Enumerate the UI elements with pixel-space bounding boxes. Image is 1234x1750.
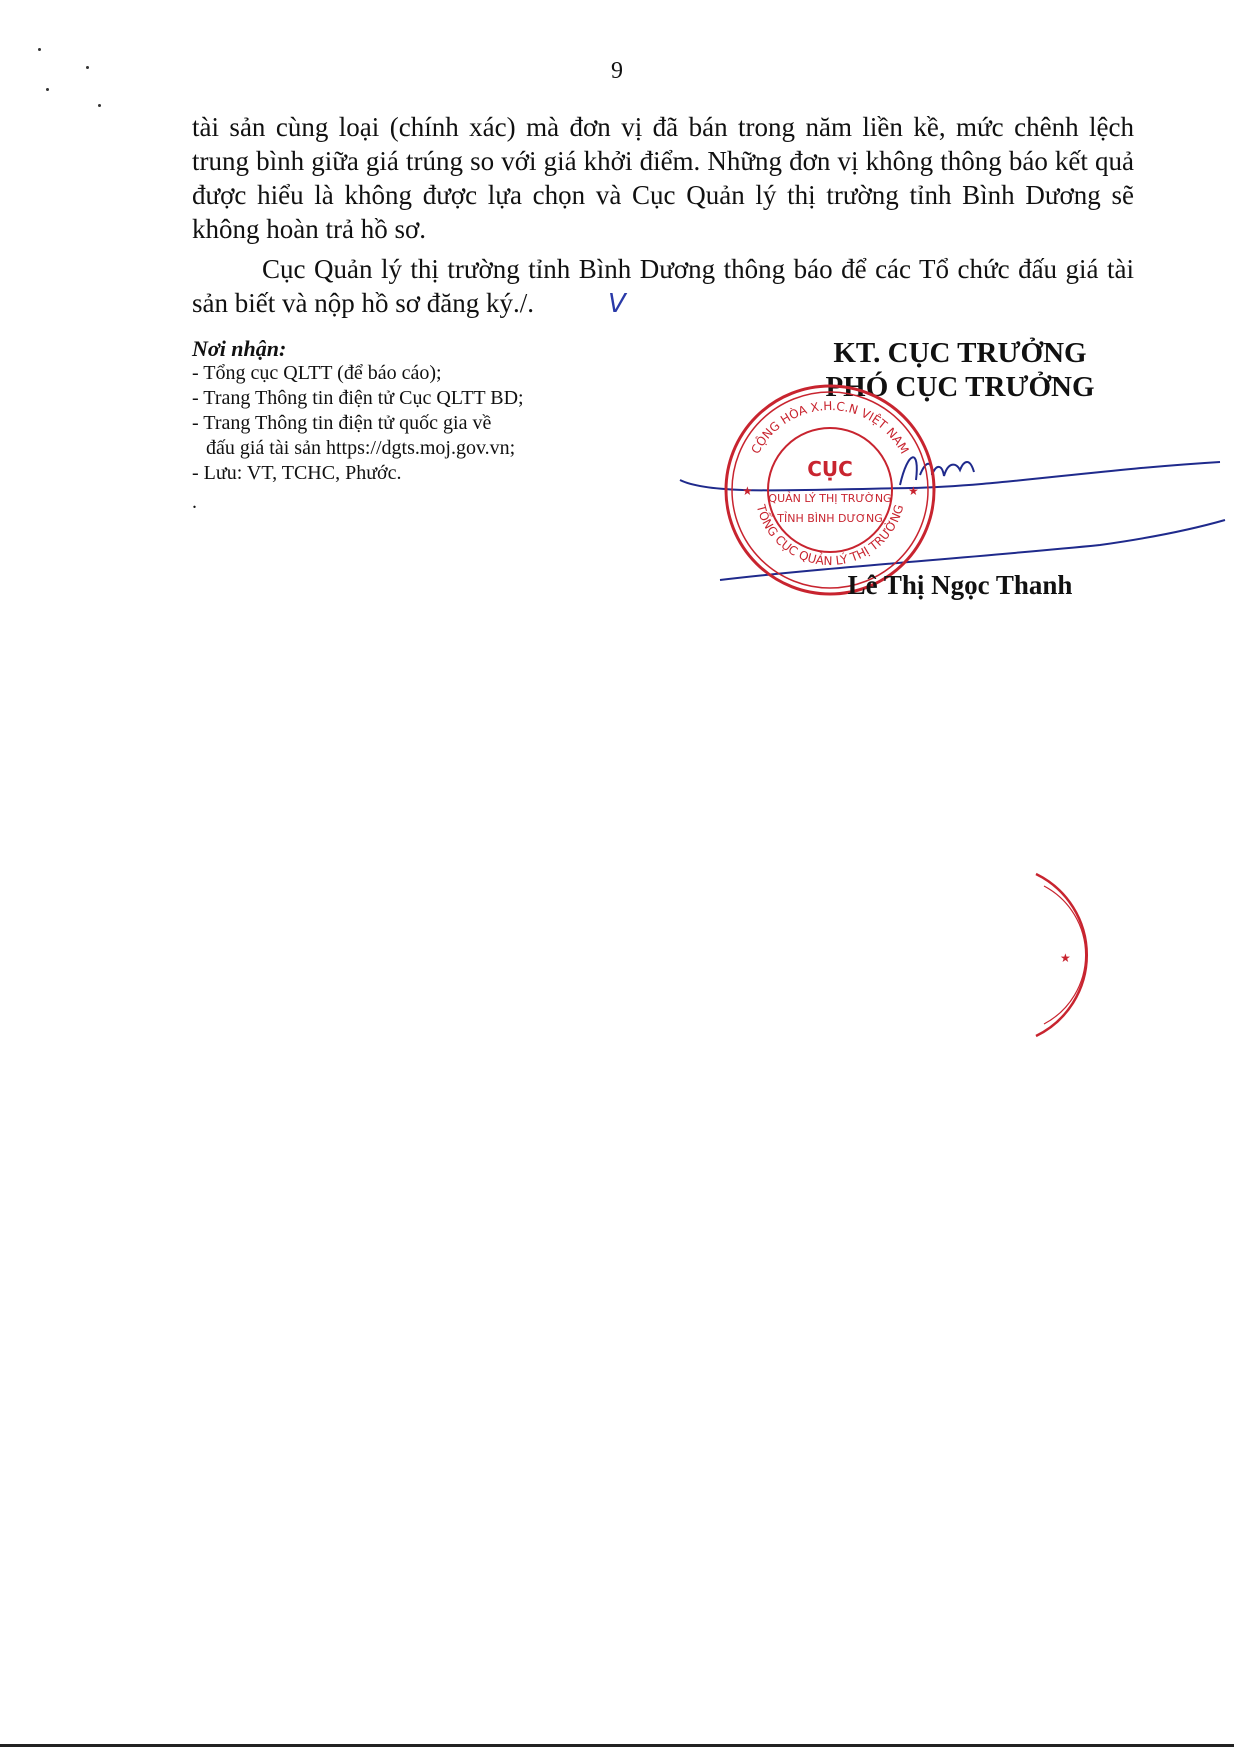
body-text [192, 110, 1134, 327]
paragraph-closing [192, 252, 1134, 321]
recipient-item: - Lưu: VT, TCHC, Phước. [192, 462, 402, 484]
seal-center-line-3: TỈNH BÌNH DƯƠNG [777, 512, 883, 525]
official-seal [720, 380, 940, 600]
recipient-item: đấu giá tài sản https://dgts.moj.gov.vn; [206, 437, 516, 459]
seal-star-icon: ★ [908, 484, 919, 498]
recipient-item: - Tổng cục QLTT (để báo cáo); [192, 362, 442, 384]
trailing-dot: . [192, 491, 197, 513]
seal-star-icon: ★ [1060, 951, 1071, 965]
page-number: 9 [611, 58, 623, 84]
closing-sentence: Cục Quản lý thị trường tỉnh Bình Dương thông báo để các Tổ chức đấu giá tài sản biết và nộp hồ sơ đăng ký./. [192, 254, 1134, 318]
signer-name: Lê Thị Ngọc Thanh [847, 570, 1073, 600]
seal-star-icon: ★ [742, 484, 753, 498]
scan-speck [38, 48, 41, 51]
partial-seal-edge [1030, 870, 1110, 1040]
handwritten-initials: V [607, 289, 626, 319]
seal-outer-text-top: CỘNG HÒA X.H.C.N VIỆT NAM [748, 398, 912, 457]
scan-speck [46, 88, 49, 91]
scan-speck [98, 104, 101, 107]
signer-line-1: KT. CỤC TRƯỞNG [833, 337, 1087, 369]
seal-center-line-2: QUẢN LÝ THỊ TRƯỜNG [768, 492, 892, 505]
seal-center-line-1: CỤC [807, 457, 853, 481]
recipients-heading: Nơi nhận: [192, 336, 287, 361]
signer-line-2: PHÓ CỤC TRƯỞNG [825, 371, 1095, 403]
seal-outer-text-bottom: TỔNG CỤC QUẢN LÝ THỊ TRƯỜNG [753, 503, 907, 569]
page-bottom-edge [0, 1744, 1234, 1747]
recipient-item: - Trang Thông tin điện tử quốc gia về [192, 412, 492, 434]
recipient-item: - Trang Thông tin điện tử Cục QLTT BD; [192, 387, 524, 409]
paragraph-continuation: tài sản cùng loại (chính xác) mà đơn vị đã bán trong năm liền kề, mức chênh lệch trung bình giữa giá trúng so với giá khởi điểm. Những đơn vị không thông báo kết quả được hiểu là không được lựa chọn và Cục Quản lý thị trường tỉnh Bình Dương sẽ không hoàn trả hồ sơ. [192, 112, 1134, 244]
recipients-block [192, 336, 592, 515]
